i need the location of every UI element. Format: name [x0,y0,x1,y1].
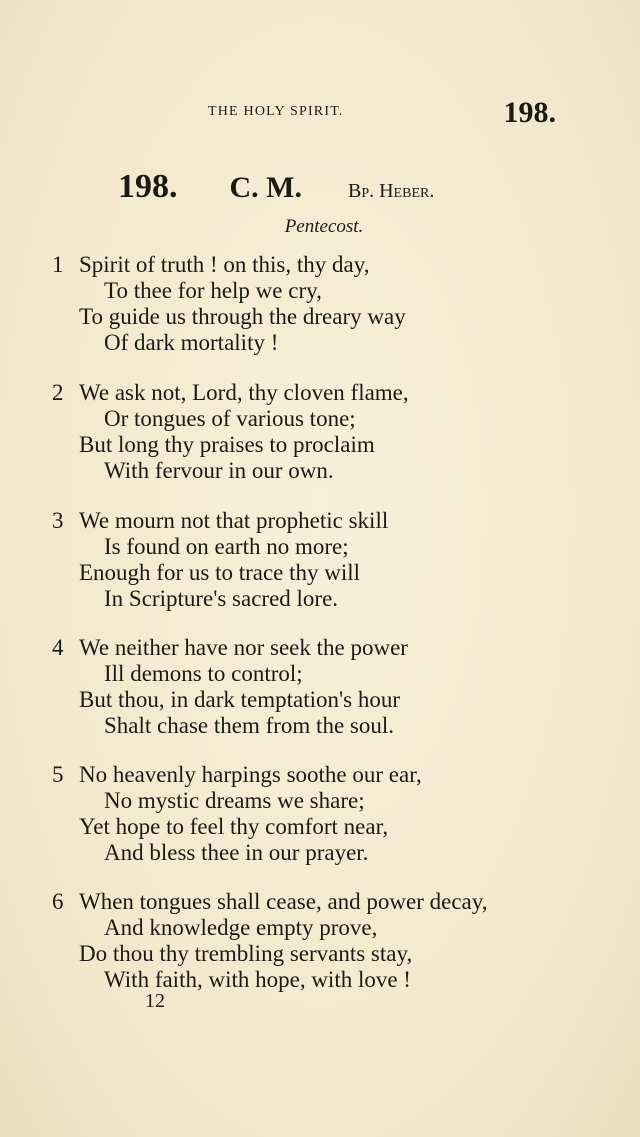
verse-line: With fervour in our own. [104,458,334,483]
verse-line: Spirit of truth ! on this, thy day, [79,252,370,277]
hymn-meter: C. M. [229,171,302,204]
verse-line: We neither have nor seek the power [79,635,408,660]
verse-line: Or tongues of various tone; [104,406,356,431]
verse-line: And bless thee in our prayer. [104,840,369,865]
verse-line: To guide us through the dreary way [79,304,406,329]
verse-line: We ask not, Lord, thy cloven flame, [79,380,409,405]
stanza-number: 3 [52,508,64,533]
verse-line: We mourn not that prophetic skill [79,508,389,533]
verse-line: Of dark mortality ! [104,330,279,355]
hymn-occasion: Pentecost. [284,216,364,237]
hymn-author: Bp. Heber. [347,180,435,202]
verse-line: Shalt chase them from the soul. [104,713,394,738]
verse-line: Is found on earth no more; [104,534,349,559]
verse-line: In Scripture's sacred lore. [104,586,339,611]
stanza-number: 4 [52,635,64,660]
stanza-number: 5 [52,762,64,787]
verse-line: With faith, with hope, with love ! [104,967,411,992]
hymn-heading [118,168,538,206]
verse-line: But long thy praises to proclaim [79,432,375,457]
hymn-number: 198. [118,168,178,205]
verse-line: Yet hope to feel thy comfort near, [79,814,389,839]
page-number: 198. [503,96,556,129]
stanza-number: 6 [52,889,64,914]
printer-signature-mark: 12 [145,990,165,1012]
verse-line: Enough for us to trace thy will [79,560,361,585]
verse-line: And knowledge empty prove, [104,915,378,940]
verse-line: But thou, in dark temptation's hour [79,687,401,712]
stanza-number: 2 [52,380,64,405]
verse-line: No mystic dreams we share; [104,788,365,813]
verse-line: No heavenly harpings soothe our ear, [79,762,422,787]
verse-line: When tongues shall cease, and power decay, [79,889,488,914]
verse-line: To thee for help we cry, [104,278,322,303]
verse-line: Do thou thy trembling servants stay, [79,941,413,966]
verse-line: Ill demons to control; [104,661,303,686]
running-head: THE HOLY SPIRIT. [208,104,344,119]
stanza-number: 1 [52,252,64,277]
